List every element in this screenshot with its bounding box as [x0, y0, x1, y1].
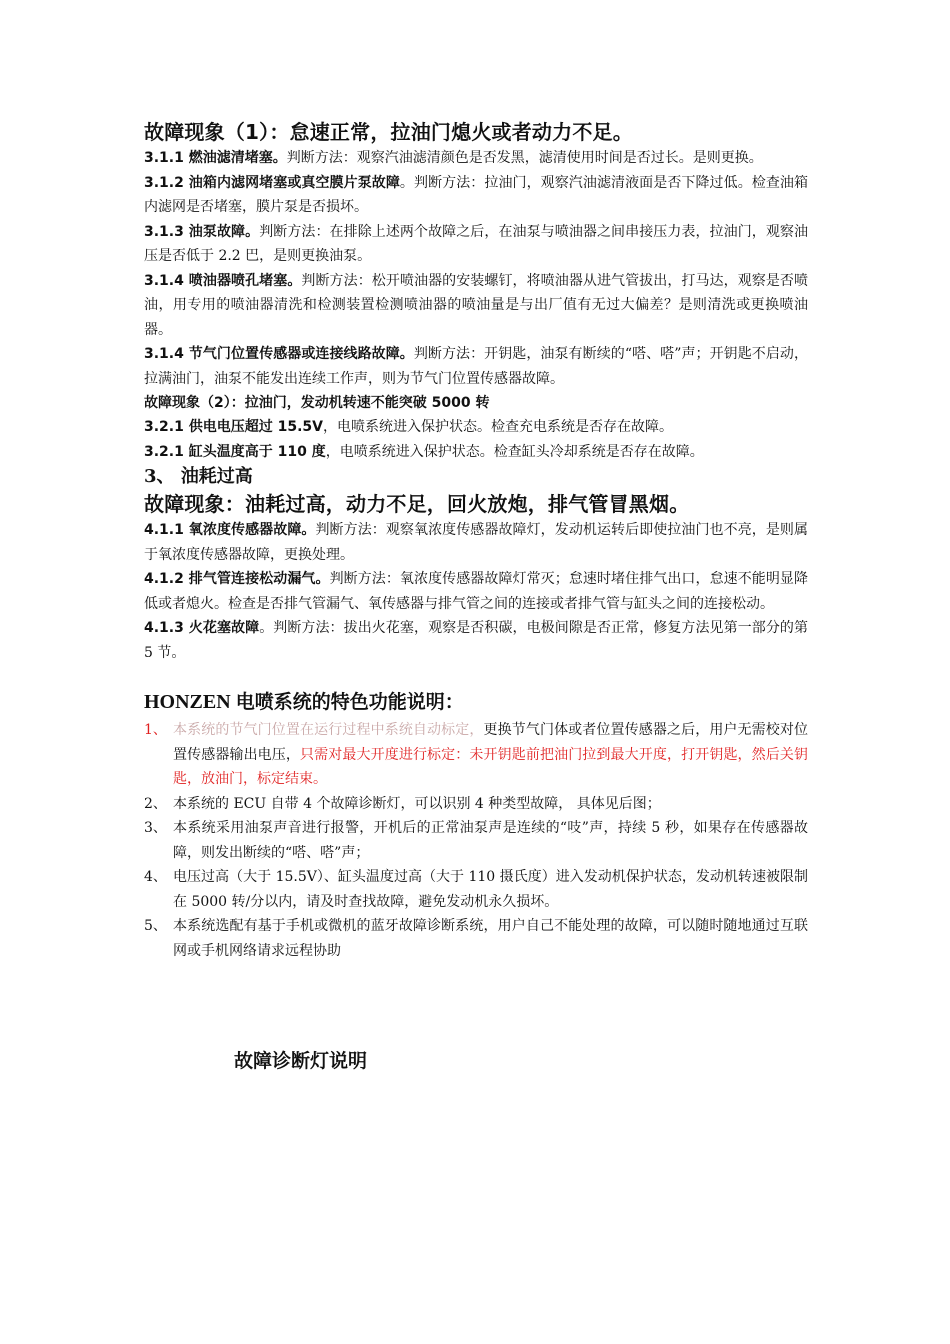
document-body [144, 118, 808, 963]
features-title: HONZEN 电喷系统的特色功能说明： [144, 691, 464, 713]
features-list [144, 718, 808, 963]
section3-heading: 3、 油耗过高 [144, 466, 253, 487]
feature-item: 2、 本系统的 ECU 自带 4 个故障诊断灯，可以识别 4 种类型故障， 具体见后图； [144, 795, 661, 812]
diagnosis-lamp-title: 故障诊断灯说明 [234, 1050, 368, 1072]
fault1-item: 3.1.3 油泵故障。判断方法：在排除上述两个故障之后，在油泵与喷油器之间串接压力表，拉油门，观察油压是否低于 2.2 巴，是则更换油泵。 [144, 223, 809, 264]
fault1-item: 3.1.4 喷油器喷孔堵塞。判断方法：松开喷油器的安装螺钉，将喷油器从进气管拔出，打马达，观察是否喷油，用专用的喷油器清洗和检测装置检测喷油器的喷油量是与出厂值有无过大偏差？是则清洗或更换喷油器。 [144, 272, 809, 338]
fault2-item: 3.2.1 缸头温度高于 110 度，电喷系统进入保护状态。检查缸头冷却系统是否存在故障。 [144, 443, 704, 460]
fault2-title: 故障现象（2）：拉油门，发动机转速不能突破 5000 转 [144, 395, 490, 411]
feature-item: 4、 电压过高（大于 15.5V）、缸头温度过高（大于 110 摄氏度）进入发动机保护状态，发动机转速被限制在 5000 转/分以内，请及时查找故障，避免发动机永久损坏。 [144, 869, 808, 910]
spacer [144, 665, 808, 688]
fault1-title: 故障现象（1）：怠速正常，拉油门熄火或者动力不足。 [144, 120, 633, 144]
fault1-item: 3.1.4 节气门位置传感器或连接线路故障。判断方法：开钥匙，油泵有断续的“嗒、嗒”声；开钥匙不启动，拉满油门，油泵不能发出连续工作声，则为节气门位置传感器故障。 [144, 346, 808, 387]
section3-item: 4.1.3 火花塞故障。判断方法：拔出火花塞，观察是否积碳，电极间隙是否正常，修复方法见第一部分的第 5 节。 [144, 620, 809, 661]
feature-item: 3、 本系统采用油泵声音进行报警，开机后的正常油泵声是连续的“吱”声，持续 5 秒，如果存在传感器故障，则发出断续的“嗒、嗒”声； [144, 820, 808, 861]
section3-item: 4.1.2 排气管连接松动漏气。判断方法：氧浓度传感器故障灯常灭；怠速时堵住排气出口，怠速不能明显降低或者熄火。检查是否排气管漏气、氧传感器与排气管之间的连接或者排气管与缸头之间的连接松动。 [144, 571, 809, 612]
feature-item: 5、 本系统选配有基于手机或微机的蓝牙故障诊断系统，用户自己不能处理的故障，可以随时随地通过互联网或手机网络请求远程协助 [144, 918, 808, 959]
fault1-item: 3.1.2 油箱内滤网堵塞或真空膜片泵故障。判断方法：拉油门，观察汽油滤清液面是否下降过低。检查油箱内滤网是否堵塞，膜片泵是否损坏。 [144, 174, 808, 215]
feature-item: 1、 本系统的节气门位置在运行过程中系统自动标定，更换节气门体或者位置传感器之后，用户无需校对位置传感器输出电压，只需对最大开度进行标定：未开钥匙前把油门拉到最大开度，打开钥匙，然后关钥匙，放油门，标定结束。 [144, 722, 809, 787]
section3-item: 4.1.1 氧浓度传感器故障。判断方法：观察氧浓度传感器故障灯，发动机运转后即使拉油门也不亮，是则属于氧浓度传感器故障，更换处理。 [144, 522, 809, 563]
section3-title: 故障现象：油耗过高，动力不足，回火放炮，排气管冒黑烟。 [144, 492, 690, 516]
fault2-item: 3.2.1 供电电压超过 15.5V，电喷系统进入保护状态。检查充电系统是否存在故障。 [144, 419, 673, 435]
fault1-item: 3.1.1 燃油滤清堵塞。判断方法：观察汽油滤清颜色是否发黑，滤清使用时间是否过长。是则更换。 [144, 150, 763, 166]
